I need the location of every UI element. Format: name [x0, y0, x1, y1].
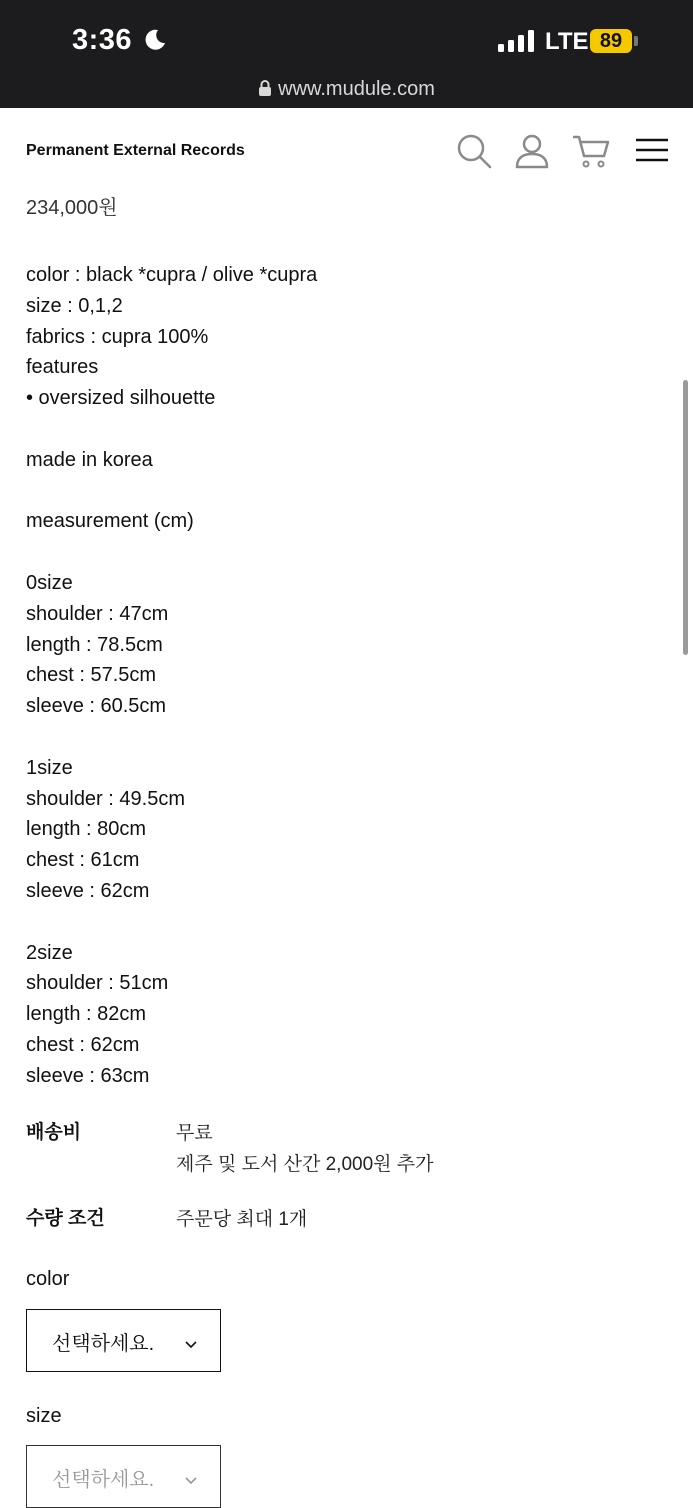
description-line: measurement (cm)	[26, 510, 194, 533]
description-line: chest : 62cm	[26, 1033, 140, 1056]
size-select[interactable]	[26, 1445, 221, 1508]
size-option-label: size	[26, 1405, 62, 1427]
battery-icon: 89	[590, 29, 632, 53]
moon-icon	[143, 28, 167, 52]
product-details	[26, 194, 666, 1092]
description-spacer	[26, 476, 666, 507]
description-spacer	[26, 907, 666, 938]
search-icon[interactable]	[455, 132, 493, 170]
color-option-label: color	[26, 1268, 70, 1290]
brand-logo-text[interactable]: Permanent External Records	[26, 142, 245, 159]
color-select-value: 선택하세요.	[52, 1333, 155, 1355]
color-select[interactable]	[26, 1309, 221, 1372]
menu-icon[interactable]	[633, 132, 671, 170]
address-bar[interactable]	[0, 78, 693, 101]
description-line: 0size	[26, 571, 73, 594]
description-line: size : 0,1,2	[26, 294, 123, 317]
description-spacer	[26, 722, 666, 753]
chevron-down-icon	[185, 1472, 197, 1480]
lock-icon	[258, 79, 272, 95]
description-spacer	[26, 414, 666, 445]
description-line: sleeve : 62cm	[26, 879, 150, 902]
shipping-row	[26, 1118, 666, 1180]
description-line: 1size	[26, 756, 73, 779]
chevron-down-icon	[185, 1336, 197, 1344]
shipping-value: 무료	[176, 1123, 213, 1144]
quantity-label: 수량 조건	[26, 1208, 105, 1229]
description-line: length : 82cm	[26, 1003, 147, 1026]
description-line: fabrics : cupra 100%	[26, 325, 209, 348]
description-line: color : black *cupra / olive *cupra	[26, 264, 318, 286]
description-line: shoulder : 49.5cm	[26, 787, 185, 810]
user-icon[interactable]	[513, 132, 551, 170]
description-line: chest : 57.5cm	[26, 664, 157, 687]
description-line: sleeve : 63cm	[26, 1064, 150, 1087]
network-type: LTE	[545, 28, 589, 55]
description-line: length : 78.5cm	[26, 633, 163, 656]
shipping-info	[26, 1118, 666, 1235]
site-header	[0, 108, 693, 192]
status-time: 3:36	[72, 24, 133, 56]
description-spacer	[26, 537, 666, 568]
quantity-row	[26, 1204, 666, 1235]
shipping-note: 제주 및 도서 산간 2,000원 추가	[176, 1154, 434, 1175]
signal-icon	[498, 30, 538, 52]
description-line: length : 80cm	[26, 818, 147, 841]
size-select-value: 선택하세요.	[52, 1469, 155, 1491]
quantity-value: 주문당 최대 1개	[176, 1209, 308, 1230]
url-text: www.mudule.com	[278, 78, 435, 100]
cart-icon[interactable]	[572, 132, 610, 170]
product-price: 234,000원	[26, 197, 118, 219]
description-line: shoulder : 51cm	[26, 972, 169, 995]
battery-tip	[634, 36, 638, 46]
shipping-label: 배송비	[26, 1122, 82, 1143]
description-line: chest : 61cm	[26, 849, 140, 872]
description-line: shoulder : 47cm	[26, 602, 169, 625]
description-line: • oversized silhouette	[26, 387, 216, 410]
description-line: made in korea	[26, 448, 153, 471]
description-line: 2size	[26, 941, 73, 964]
description-line: sleeve : 60.5cm	[26, 695, 167, 718]
description-line: features	[26, 356, 99, 379]
status-bar	[0, 0, 693, 108]
scrollbar[interactable]	[683, 380, 688, 655]
product-description	[26, 260, 666, 1092]
